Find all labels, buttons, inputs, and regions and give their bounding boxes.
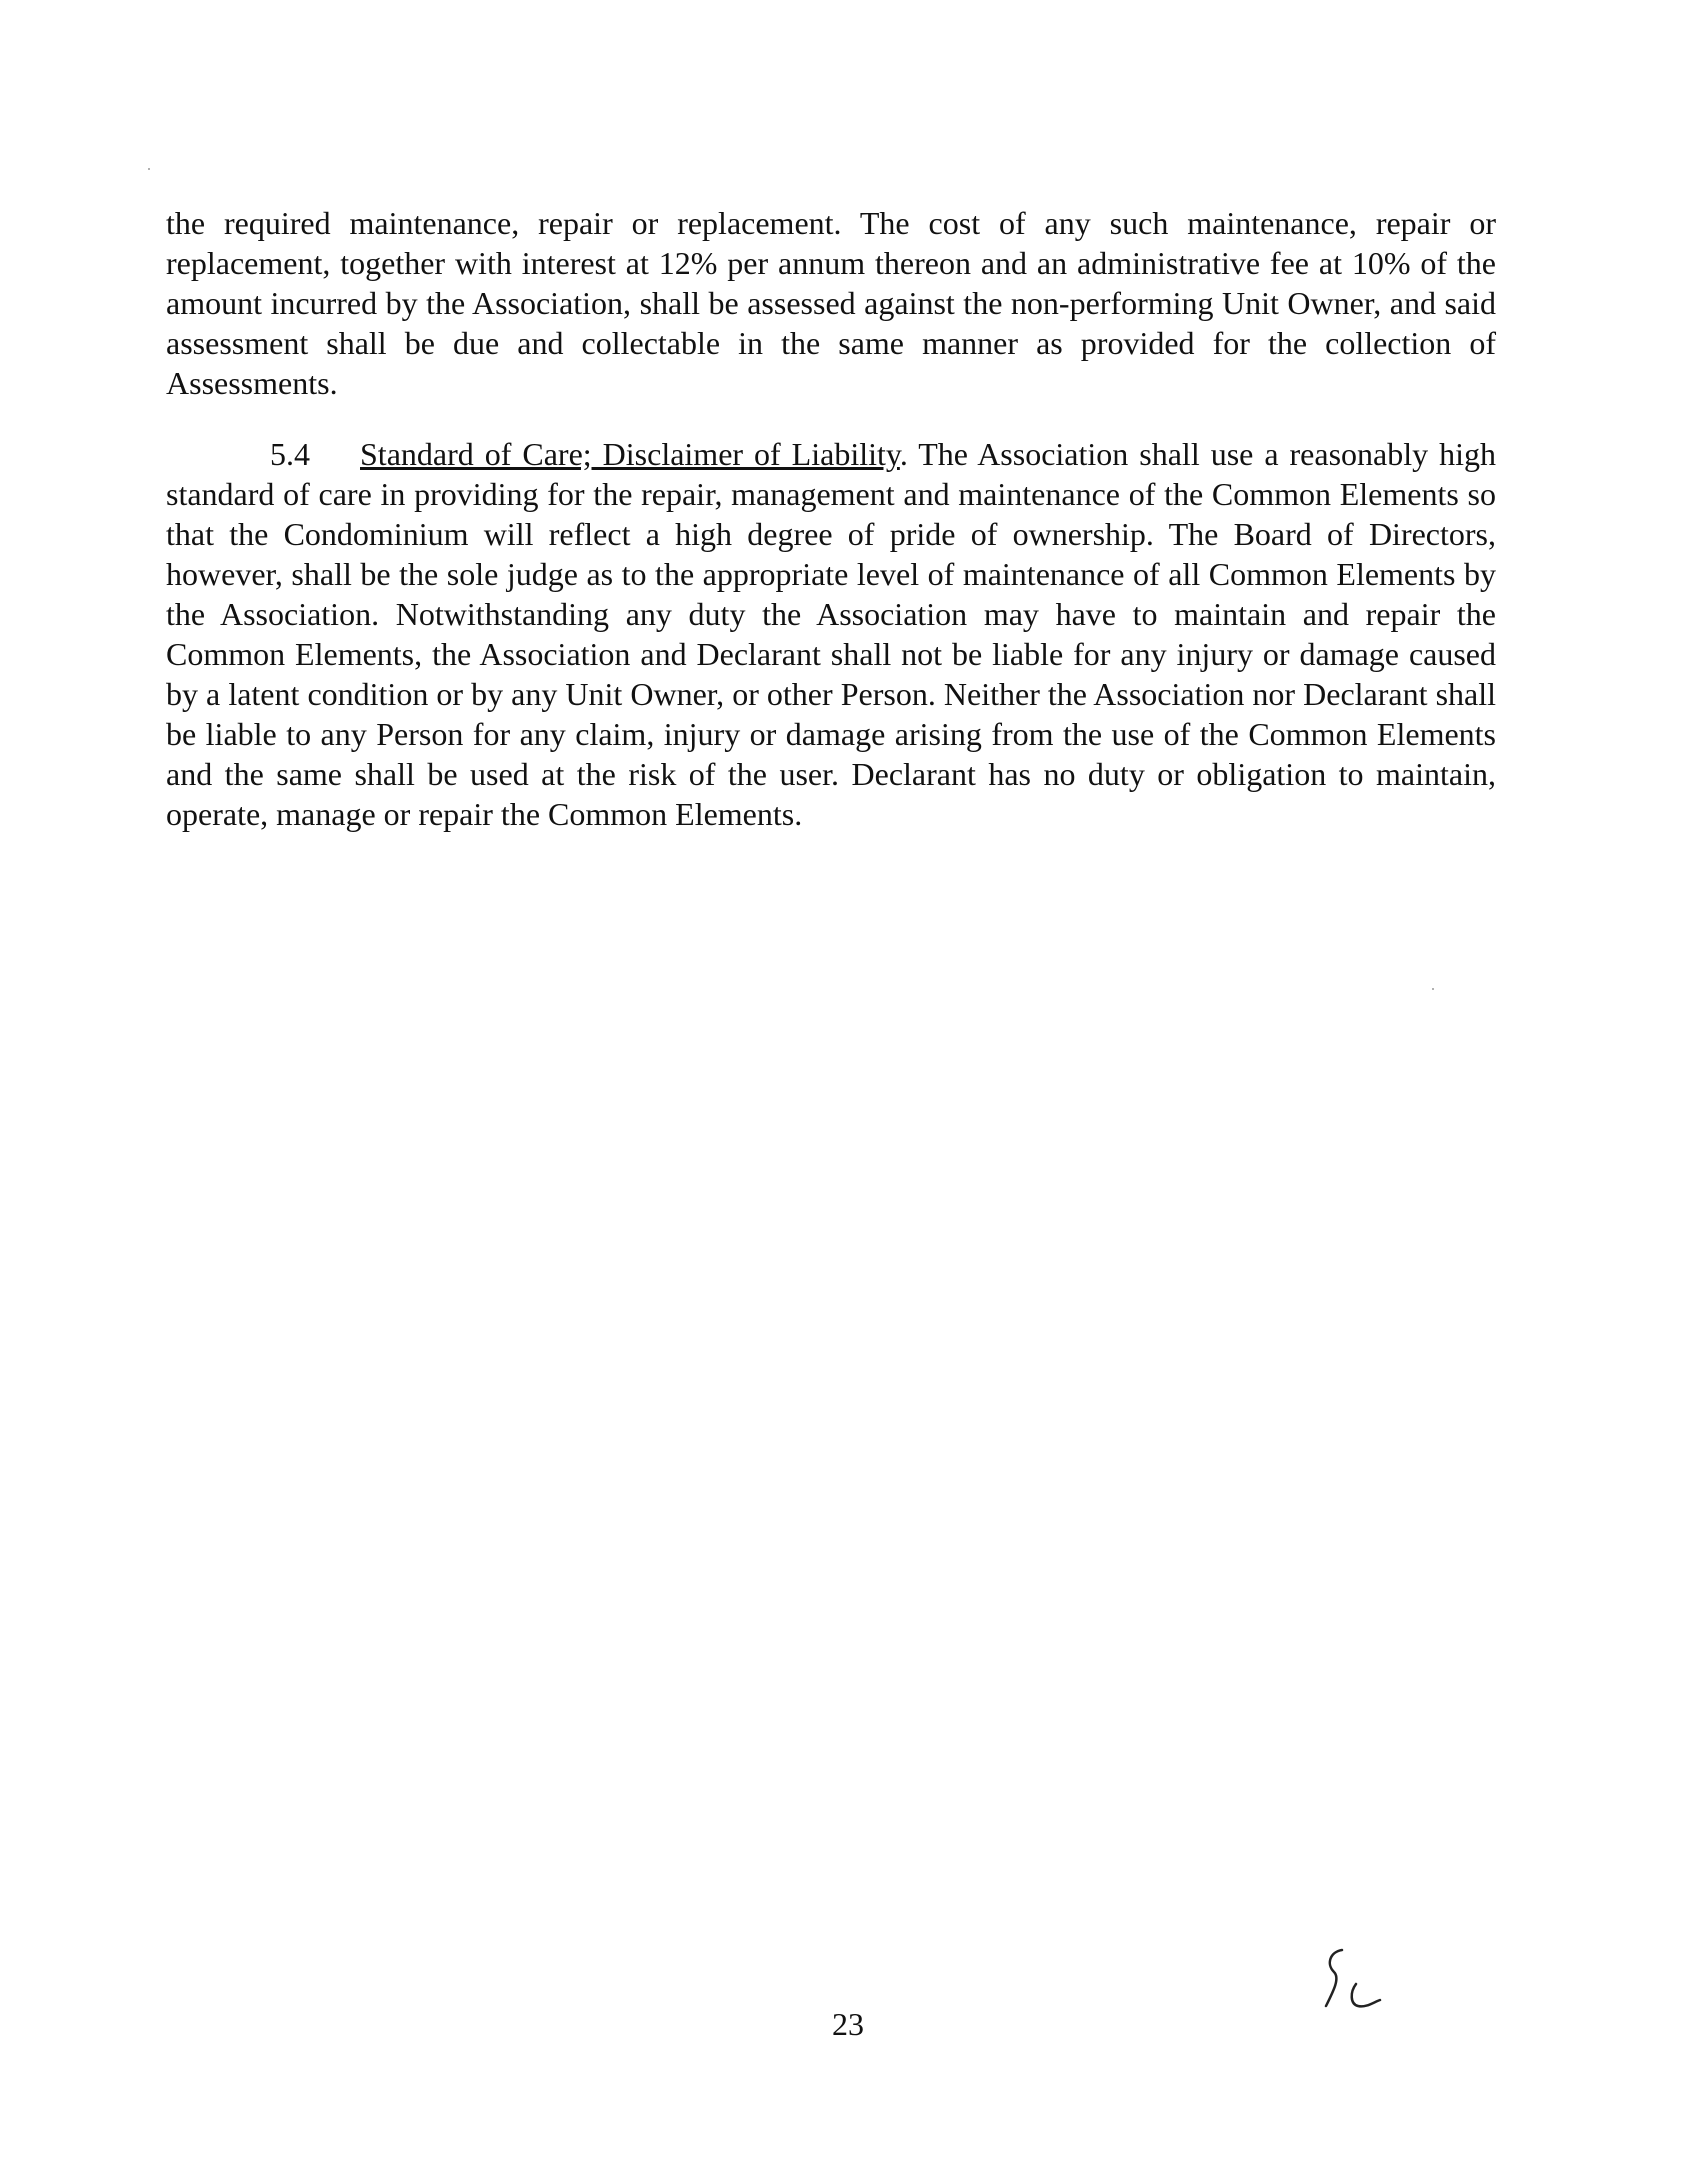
scan-speck — [148, 168, 150, 170]
paragraph-text: the required maintenance, repair or replacement. The cost of any such maintenance, repair or replacement, together with interest at 12% per annum thereon and an administrative fee at 10% of the amount incurred by the Association, shall be assessed against the non-performing Unit Owner, and said assessment shall be due and collectable in the same manner as provided for the collection of Assessments. — [166, 205, 1496, 401]
section-heading: Standard of Care; Disclaimer of Liability — [360, 436, 900, 472]
scan-speck — [1432, 988, 1434, 990]
section-5-4-paragraph — [166, 434, 1496, 834]
paragraph-continuation — [166, 203, 1496, 403]
section-body: . The Association shall use a reasonably high standard of care in providing for the repair, management and maintenance of the Common Elements so that the Condominium will reflect a high degree of pride of ownership. The Board of Directors, however, shall be the sole judge as to the appropriate level of maintenance of all Common Elements by the Association. Notwithstanding any duty the Association may have to maintain and repair the Common Elements, the Association and Declarant shall not be liable for any injury or damage caused by a latent condition or by any Unit Owner, or other Person. Neither the Association nor Declarant shall be liable to any Person for any claim, injury or damage arising from the use of the Common Elements and the same shall be used at the risk of the user. Declarant has no duty or obligation to maintain, operate, manage or repair the Common Elements. — [166, 436, 1497, 832]
page-number: 23 — [832, 2006, 864, 2042]
section-number: 5.4 — [270, 436, 310, 472]
